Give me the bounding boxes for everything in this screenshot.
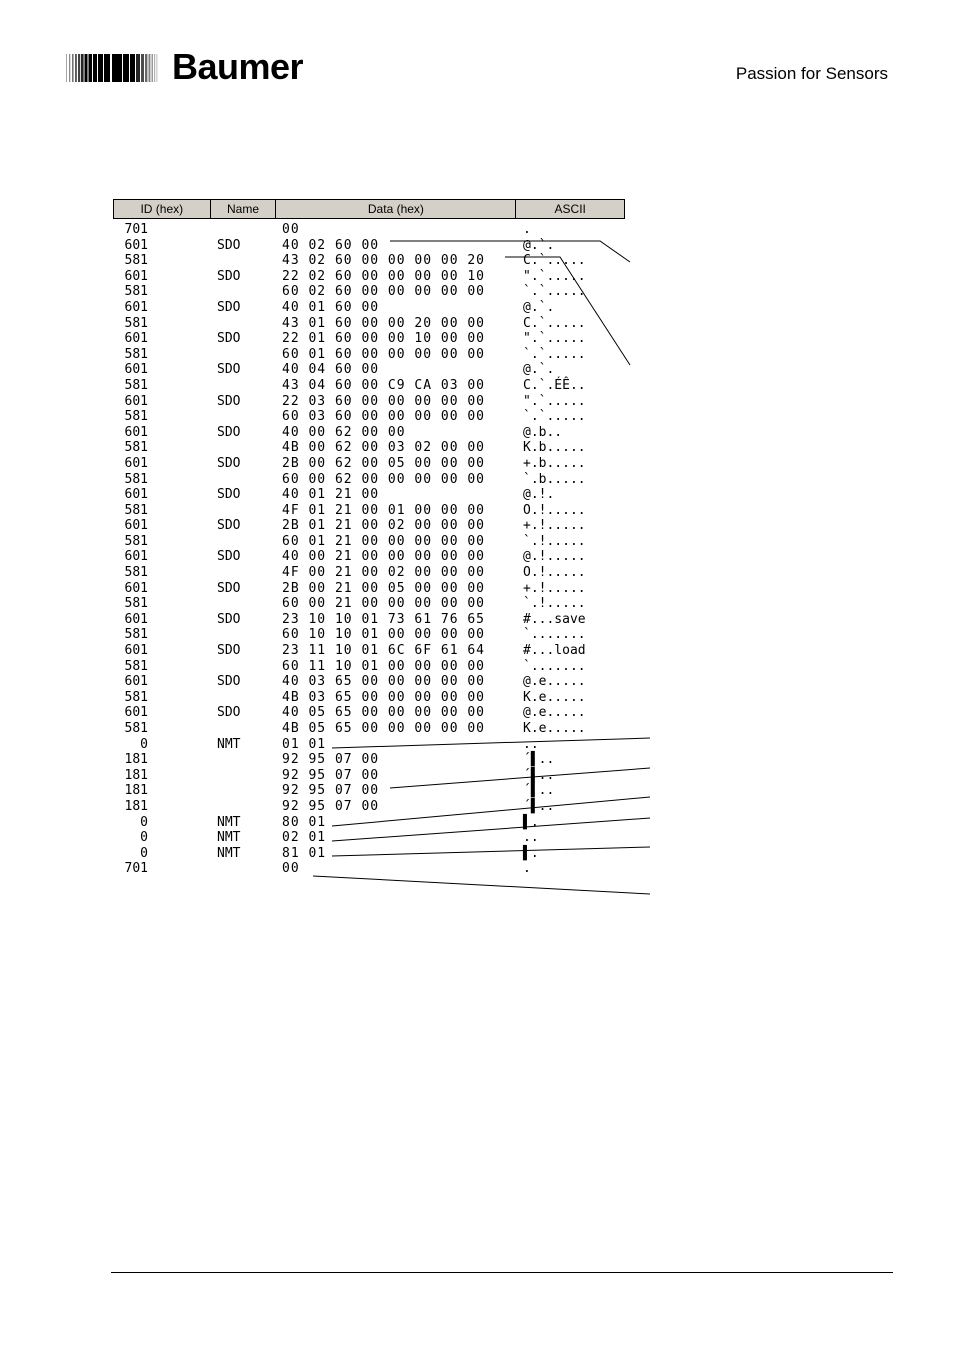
annotation-line <box>332 847 650 856</box>
message-ascii: K.e..... <box>523 721 586 736</box>
message-data: 00 <box>282 861 300 877</box>
message-data: 00 <box>282 222 300 237</box>
message-ascii: +.b..... <box>523 455 586 471</box>
message-ascii: #...load <box>523 643 586 659</box>
message-data: 2B 01 21 00 02 00 00 00 <box>282 518 486 534</box>
message-ascii: ´▌.. <box>523 783 555 799</box>
message-ascii: ".`..... <box>523 331 586 347</box>
message-ascii: @.!. <box>523 487 555 503</box>
message-data: 01 01 <box>282 736 327 752</box>
message-id: 601 <box>124 549 148 565</box>
message-name: SDO <box>217 299 241 315</box>
message-data: 40 04 60 00 <box>282 362 380 378</box>
message-id: 0 <box>140 845 148 861</box>
message-name: SDO <box>217 580 241 596</box>
message-data: 40 00 21 00 00 00 00 00 <box>282 549 486 565</box>
message-id: 581 <box>124 377 148 393</box>
message-ascii: `.!..... <box>523 596 586 612</box>
message-data: 23 10 10 01 73 61 76 65 <box>282 611 486 627</box>
message-id: 581 <box>124 596 148 612</box>
message-name: NMT <box>217 814 241 830</box>
message-id: 601 <box>124 705 148 721</box>
table-header <box>113 199 625 219</box>
message-name: NMT <box>217 830 241 846</box>
message-ascii: +.!..... <box>523 518 586 534</box>
message-ascii: `.`..... <box>523 409 586 425</box>
annotation-line <box>332 818 650 841</box>
message-data: 40 03 65 00 00 00 00 00 <box>282 674 486 690</box>
message-data: 4B 03 65 00 00 00 00 00 <box>282 689 486 705</box>
message-ascii: K.e..... <box>523 689 586 705</box>
message-name: SDO <box>217 487 241 503</box>
message-ascii: `.!..... <box>523 533 586 549</box>
message-id: 601 <box>124 518 148 534</box>
message-id: 581 <box>124 502 148 518</box>
message-id: 601 <box>124 237 148 253</box>
message-id: 601 <box>124 299 148 315</box>
message-id: 601 <box>124 643 148 659</box>
message-id: 581 <box>124 533 148 549</box>
message-id: 581 <box>124 284 148 300</box>
annotation-line <box>332 797 650 826</box>
message-data: 40 01 21 00 <box>282 487 380 503</box>
message-id: 701 <box>124 222 148 237</box>
message-id: 601 <box>124 331 148 347</box>
message-ascii: ´▌.. <box>523 767 555 783</box>
message-data: 22 02 60 00 00 00 00 10 <box>282 268 486 284</box>
message-ascii: `.`..... <box>523 346 586 362</box>
brand-name: Baumer <box>172 46 304 87</box>
column-header-data[interactable]: Data (hex) <box>276 200 516 218</box>
message-ascii: @.!..... <box>523 549 586 565</box>
message-data: 80 01 <box>282 814 327 830</box>
message-name: SDO <box>217 237 241 253</box>
message-ascii: `.`..... <box>523 284 586 300</box>
message-id: 601 <box>124 393 148 409</box>
message-id: 181 <box>124 752 148 768</box>
message-data: 2B 00 21 00 05 00 00 00 <box>282 580 486 596</box>
message-id: 581 <box>124 253 148 269</box>
column-header-id[interactable]: ID (hex) <box>114 200 211 218</box>
message-data: 81 01 <box>282 845 327 861</box>
message-data: 60 02 60 00 00 00 00 00 <box>282 284 486 300</box>
message-name: NMT <box>217 845 241 861</box>
message-id: 601 <box>124 580 148 596</box>
message-id: 0 <box>140 830 148 846</box>
message-data: 60 00 62 00 00 00 00 00 <box>282 471 486 487</box>
annotation-line <box>332 738 650 748</box>
message-id: 581 <box>124 721 148 736</box>
message-id: 581 <box>124 346 148 362</box>
message-data: 92 95 07 00 <box>282 798 380 814</box>
message-ascii: C.`..... <box>523 315 586 331</box>
message-ascii: #...save <box>523 611 586 627</box>
message-id: 601 <box>124 455 148 471</box>
message-data: 92 95 07 00 <box>282 767 380 783</box>
message-ascii: . <box>523 222 531 237</box>
message-id: 581 <box>124 658 148 674</box>
message-ascii: O.!..... <box>523 565 586 581</box>
message-ascii: ´▌.. <box>523 752 555 768</box>
message-id: 0 <box>140 736 148 752</box>
message-id: 601 <box>124 362 148 378</box>
message-ascii: @.`. <box>523 237 555 253</box>
message-name: SDO <box>217 549 241 565</box>
message-id: 701 <box>124 861 148 877</box>
message-data: 4B 00 62 00 03 02 00 00 <box>282 440 486 456</box>
column-header-ascii[interactable]: ASCII <box>554 202 586 216</box>
message-id: 601 <box>124 487 148 503</box>
message-data: 40 01 60 00 <box>282 299 380 315</box>
message-ascii: .. <box>523 830 539 846</box>
message-ascii: @.`. <box>523 299 555 315</box>
message-name: SDO <box>217 331 241 347</box>
footer-rule <box>111 1272 893 1273</box>
baumer-logo-mark-icon <box>66 54 158 82</box>
message-name: SDO <box>217 268 241 284</box>
message-data: 92 95 07 00 <box>282 783 380 799</box>
message-data: 2B 00 62 00 05 00 00 00 <box>282 455 486 471</box>
message-ascii: K.b..... <box>523 440 586 456</box>
message-data: 4F 01 21 00 01 00 00 00 <box>282 502 486 518</box>
message-name: SDO <box>217 705 241 721</box>
message-data: 40 02 60 00 <box>282 237 380 253</box>
message-id: 581 <box>124 627 148 643</box>
message-ascii: +.!..... <box>523 580 586 596</box>
message-id: 581 <box>124 409 148 425</box>
column-header-name[interactable]: Name <box>211 200 277 218</box>
message-id: 181 <box>124 767 148 783</box>
message-data: 23 11 10 01 6C 6F 61 64 <box>282 643 486 659</box>
message-ascii: @.e..... <box>523 705 586 721</box>
message-name: SDO <box>217 674 241 690</box>
message-data: 40 05 65 00 00 00 00 00 <box>282 705 486 721</box>
message-ascii: ".`..... <box>523 393 586 409</box>
message-name: SDO <box>217 393 241 409</box>
message-data: 43 02 60 00 00 00 00 20 <box>282 253 486 269</box>
message-id: 601 <box>124 611 148 627</box>
message-data: 4B 05 65 00 00 00 00 00 <box>282 721 486 736</box>
message-name: SDO <box>217 362 241 378</box>
message-name: NMT <box>217 736 241 752</box>
message-name: SDO <box>217 611 241 627</box>
message-ascii: ´▌.. <box>523 798 555 814</box>
message-ascii: @.e..... <box>523 674 586 690</box>
message-ascii: `....... <box>523 658 586 674</box>
message-data: 60 11 10 01 00 00 00 00 <box>282 658 486 674</box>
message-name: SDO <box>217 518 241 534</box>
message-id: 581 <box>124 565 148 581</box>
message-id: 581 <box>124 315 148 331</box>
annotation-line <box>390 768 650 788</box>
message-id: 181 <box>124 783 148 799</box>
message-data: 60 03 60 00 00 00 00 00 <box>282 409 486 425</box>
message-data: 60 10 10 01 00 00 00 00 <box>282 627 486 643</box>
message-ascii: ▌. <box>523 845 539 861</box>
message-id: 181 <box>124 798 148 814</box>
message-ascii: .. <box>523 736 539 752</box>
message-name: SDO <box>217 455 241 471</box>
message-id: 581 <box>124 689 148 705</box>
message-ascii: `....... <box>523 627 586 643</box>
message-data: 22 01 60 00 00 10 00 00 <box>282 331 486 347</box>
message-name: SDO <box>217 424 241 440</box>
message-ascii: C.`..... <box>523 253 586 269</box>
message-ascii: @.`. <box>523 362 555 378</box>
message-ascii: O.!..... <box>523 502 586 518</box>
message-id: 581 <box>124 471 148 487</box>
message-ascii: @.b.. <box>523 424 563 440</box>
message-ascii: `.b..... <box>523 471 586 487</box>
message-data: 43 01 60 00 00 20 00 00 <box>282 315 486 331</box>
message-ascii: ▌. <box>523 814 539 830</box>
message-data: 92 95 07 00 <box>282 752 380 768</box>
message-data: 60 00 21 00 00 00 00 00 <box>282 596 486 612</box>
message-ascii: C.`.ÉÊ.. <box>523 377 586 393</box>
message-data: 43 04 60 00 C9 CA 03 00 <box>282 377 486 393</box>
message-data: 22 03 60 00 00 00 00 00 <box>282 393 486 409</box>
message-id: 601 <box>124 674 148 690</box>
message-id: 581 <box>124 440 148 456</box>
message-id: 601 <box>124 424 148 440</box>
brand-tagline: Passion for Sensors <box>735 64 888 83</box>
message-data: 02 01 <box>282 830 327 846</box>
message-data: 40 00 62 00 00 <box>282 424 406 440</box>
message-data: 60 01 21 00 00 00 00 00 <box>282 533 486 549</box>
message-ascii: . <box>523 861 531 877</box>
annotation-line <box>313 876 650 894</box>
message-data: 4F 00 21 00 02 00 00 00 <box>282 565 486 581</box>
message-name: SDO <box>217 643 241 659</box>
message-id: 0 <box>140 814 148 830</box>
message-id: 601 <box>124 268 148 284</box>
message-ascii: ".`..... <box>523 268 586 284</box>
message-data: 60 01 60 00 00 00 00 00 <box>282 346 486 362</box>
